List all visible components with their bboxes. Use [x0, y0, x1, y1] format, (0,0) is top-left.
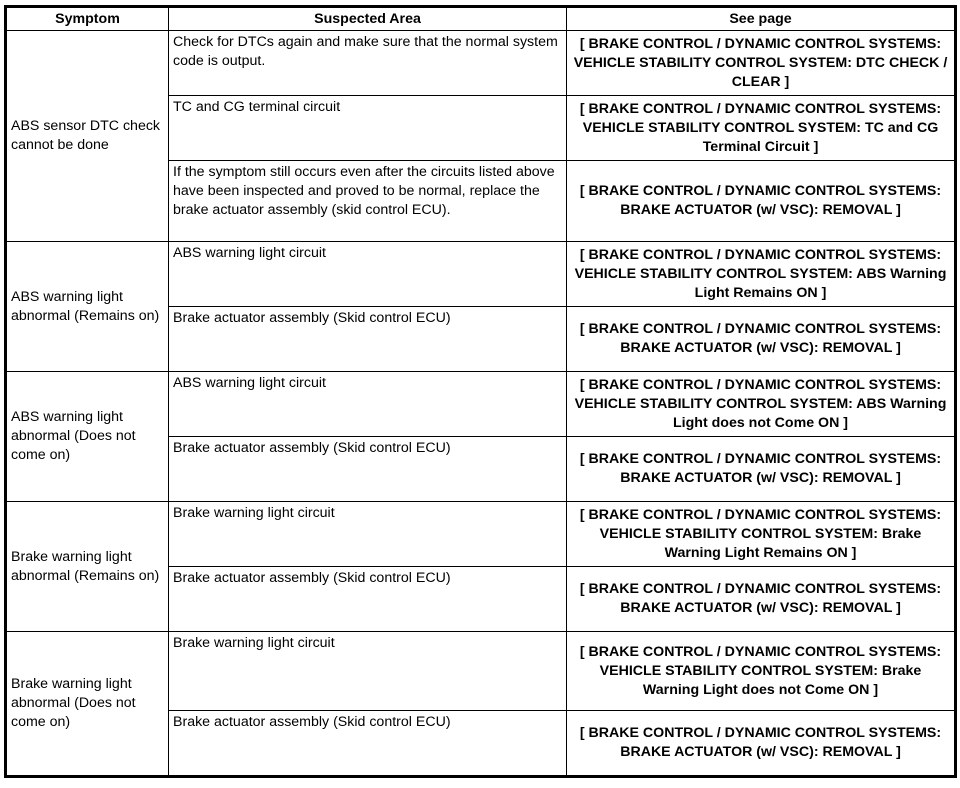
see-page-link[interactable]: [ BRAKE CONTROL / DYNAMIC CONTROL SYSTEMS: VEHICLE STABILITY CONTROL SYSTEM: TC and CG Terminal Circuit ] — [567, 96, 956, 161]
suspected-area-cell: ABS warning light circuit — [169, 242, 567, 307]
see-page-link[interactable]: [ BRAKE CONTROL / DYNAMIC CONTROL SYSTEMS: VEHICLE STABILITY CONTROL SYSTEM: ABS Warning Light Remains ON ] — [567, 242, 956, 307]
see-page-link[interactable]: [ BRAKE CONTROL / DYNAMIC CONTROL SYSTEMS: BRAKE ACTUATOR (w/ VSC): REMOVAL ] — [567, 711, 956, 777]
see-page-link[interactable]: [ BRAKE CONTROL / DYNAMIC CONTROL SYSTEMS: BRAKE ACTUATOR (w/ VSC): REMOVAL ] — [567, 567, 956, 632]
see-page-link[interactable]: [ BRAKE CONTROL / DYNAMIC CONTROL SYSTEMS: VEHICLE STABILITY CONTROL SYSTEM: Brake Warning Light does not Come ON ] — [567, 632, 956, 711]
header-suspected-area: Suspected Area — [169, 7, 567, 31]
suspected-area-cell: Brake warning light circuit — [169, 502, 567, 567]
suspected-area-cell: TC and CG terminal circuit — [169, 96, 567, 161]
suspected-area-cell: Brake actuator assembly (Skid control ECU) — [169, 567, 567, 632]
header-see-page: See page — [567, 7, 956, 31]
suspected-area-cell: If the symptom still occurs even after the circuits listed above have been inspected and proved to be normal, replace the brake actuator assembly (skid control ECU). — [169, 161, 567, 242]
see-page-link[interactable]: [ BRAKE CONTROL / DYNAMIC CONTROL SYSTEMS: BRAKE ACTUATOR (w/ VSC): REMOVAL ] — [567, 437, 956, 502]
suspected-area-cell: Brake actuator assembly (Skid control ECU) — [169, 307, 567, 372]
suspected-area-cell: Brake actuator assembly (Skid control ECU) — [169, 711, 567, 777]
table-row — [6, 372, 956, 437]
see-page-link[interactable]: [ BRAKE CONTROL / DYNAMIC CONTROL SYSTEMS: BRAKE ACTUATOR (w/ VSC): REMOVAL ] — [567, 161, 956, 242]
problem-symptoms-table — [4, 5, 957, 778]
table-row — [6, 242, 956, 307]
table-header-row — [6, 7, 956, 31]
see-page-link[interactable]: [ BRAKE CONTROL / DYNAMIC CONTROL SYSTEMS: VEHICLE STABILITY CONTROL SYSTEM: ABS Warning Light does not Come ON ] — [567, 372, 956, 437]
symptom-cell: ABS warning light abnormal (Remains on) — [6, 242, 169, 372]
see-page-link[interactable]: [ BRAKE CONTROL / DYNAMIC CONTROL SYSTEMS: BRAKE ACTUATOR (w/ VSC): REMOVAL ] — [567, 307, 956, 372]
symptom-cell: Brake warning light abnormal (Remains on) — [6, 502, 169, 632]
suspected-area-cell: Check for DTCs again and make sure that the normal system code is output. — [169, 31, 567, 96]
symptom-cell: Brake warning light abnormal (Does not come on) — [6, 632, 169, 777]
table-row — [6, 502, 956, 567]
header-symptom: Symptom — [6, 7, 169, 31]
table-row — [6, 31, 956, 96]
see-page-link[interactable]: [ BRAKE CONTROL / DYNAMIC CONTROL SYSTEMS: VEHICLE STABILITY CONTROL SYSTEM: Brake Warning Light Remains ON ] — [567, 502, 956, 567]
symptom-cell: ABS warning light abnormal (Does not come on) — [6, 372, 169, 502]
suspected-area-cell: Brake actuator assembly (Skid control ECU) — [169, 437, 567, 502]
suspected-area-cell: ABS warning light circuit — [169, 372, 567, 437]
suspected-area-cell: Brake warning light circuit — [169, 632, 567, 711]
table-row — [6, 632, 956, 711]
see-page-link[interactable]: [ BRAKE CONTROL / DYNAMIC CONTROL SYSTEMS: VEHICLE STABILITY CONTROL SYSTEM: DTC CHECK / CLEAR ] — [567, 31, 956, 96]
symptom-cell: ABS sensor DTC check cannot be done — [6, 31, 169, 242]
